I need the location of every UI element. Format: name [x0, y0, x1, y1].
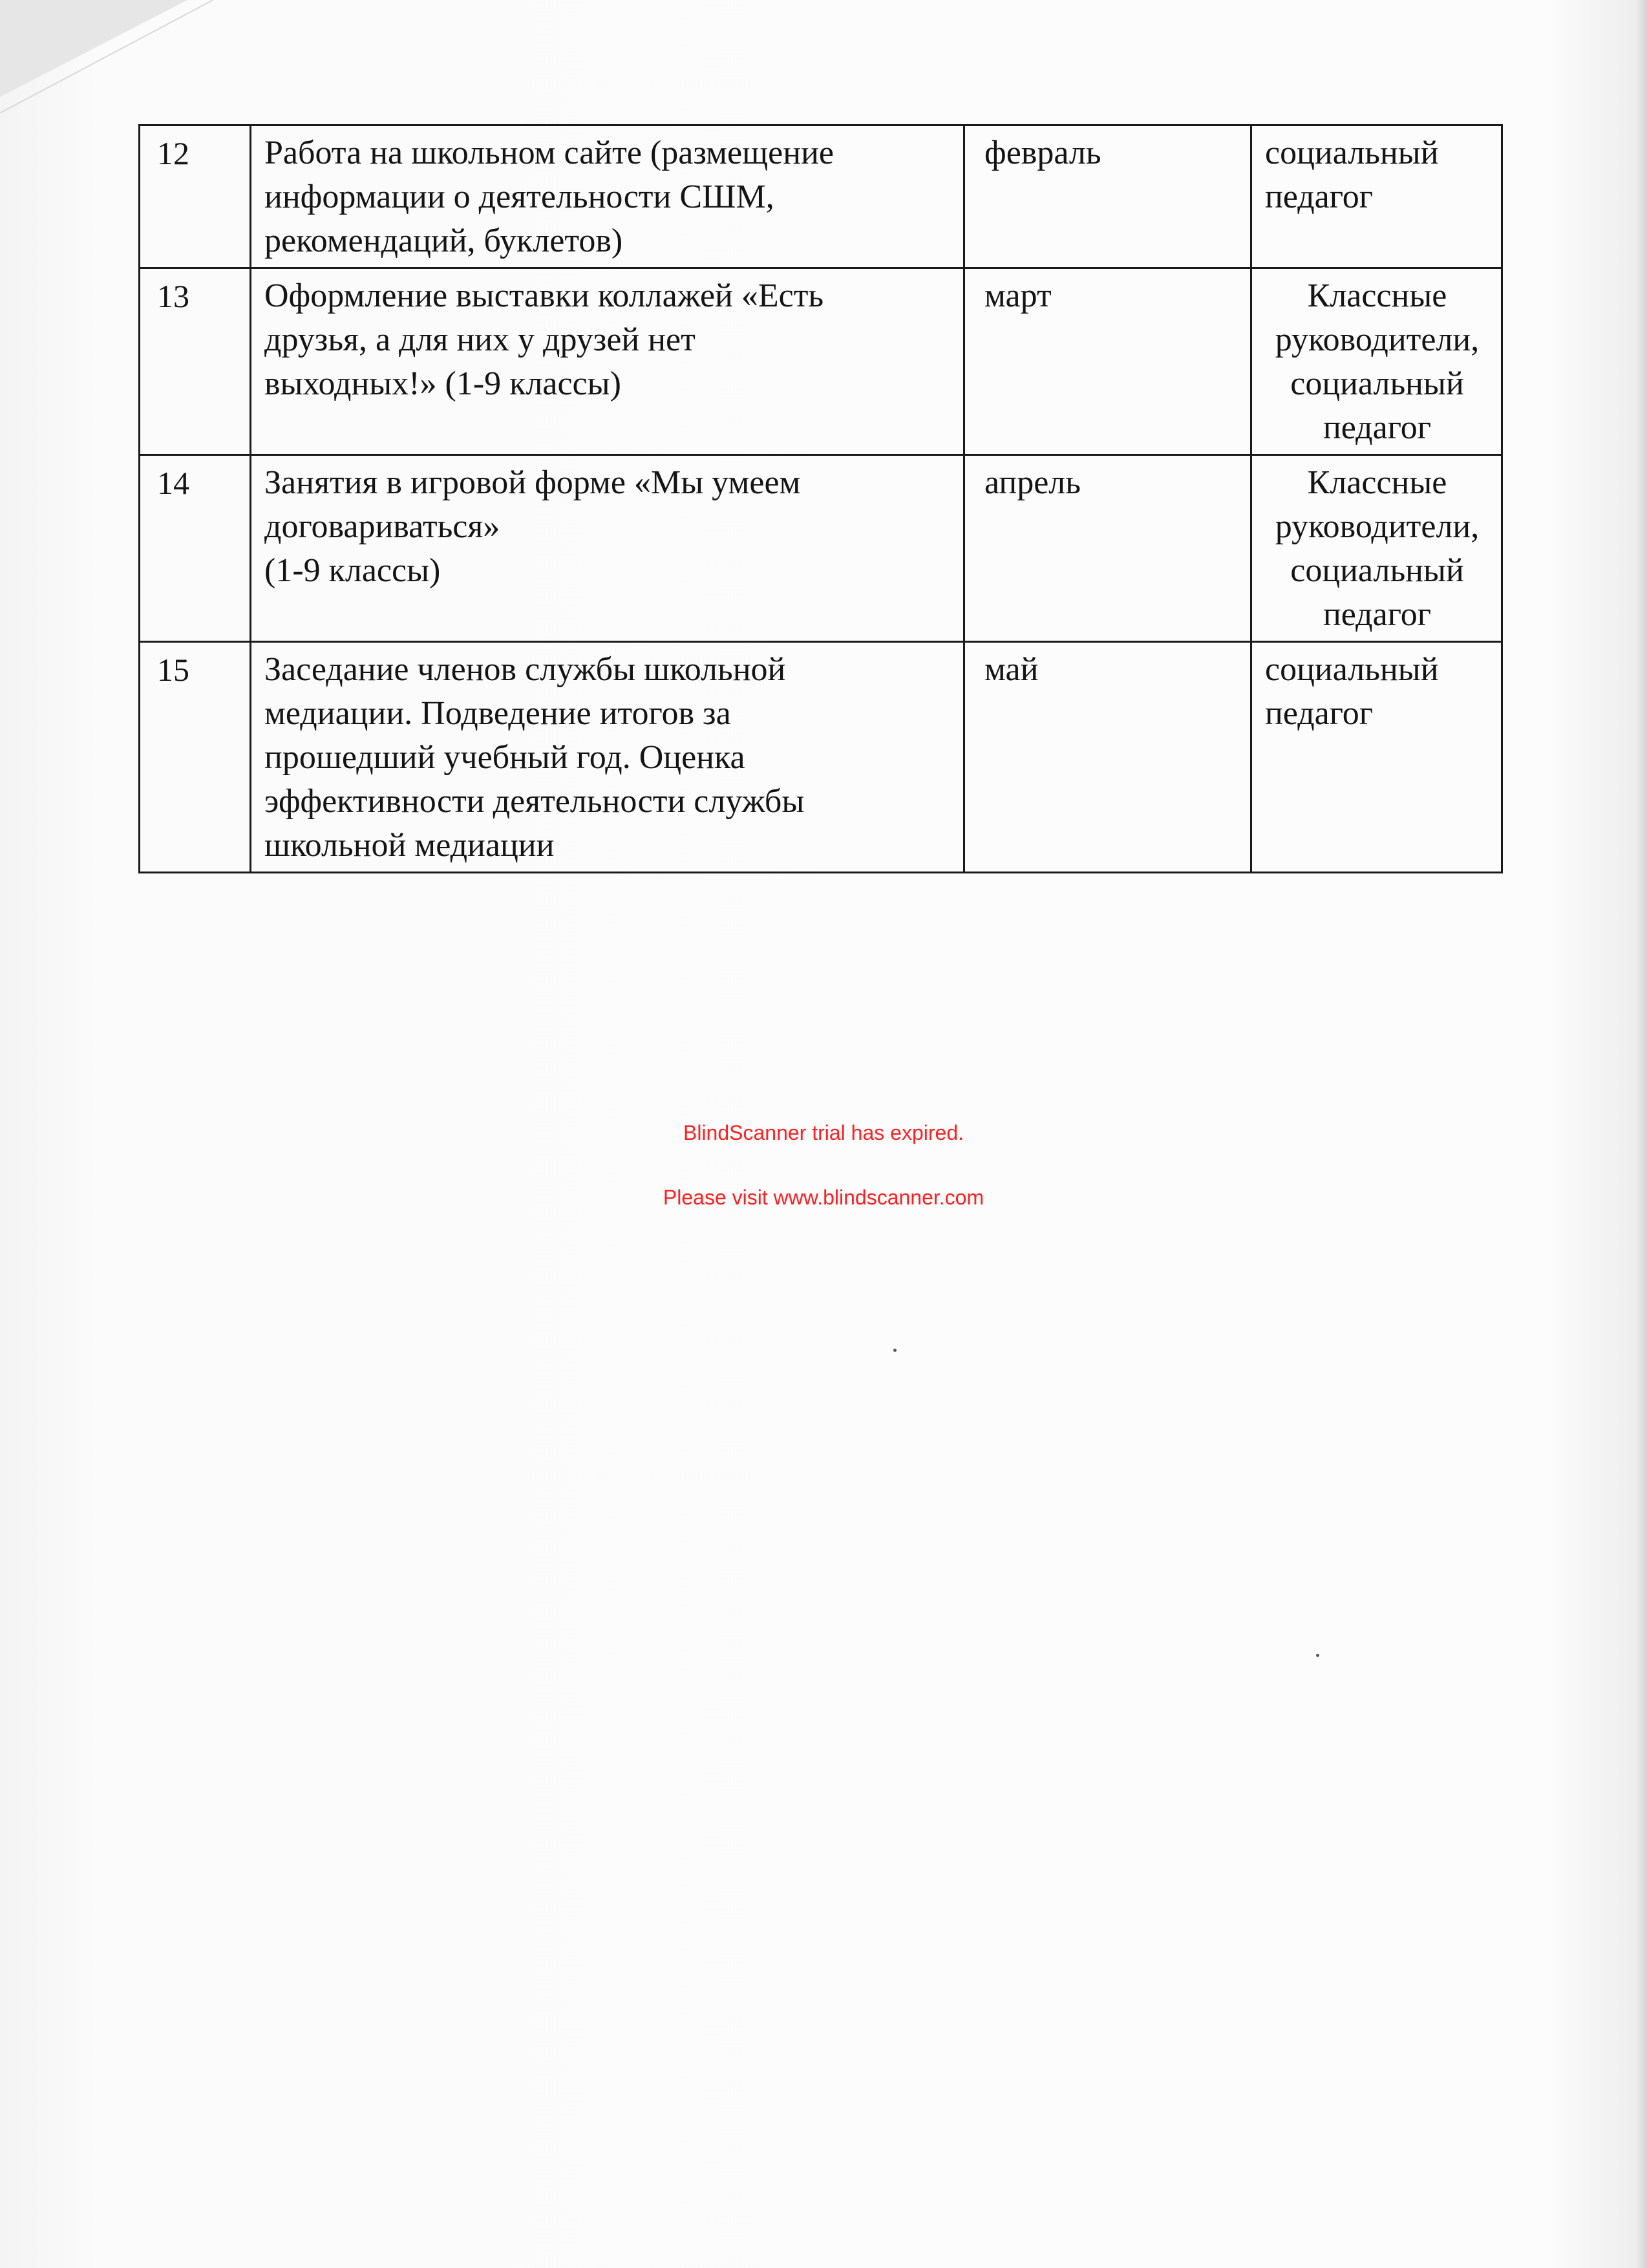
table-row: [140, 455, 1502, 642]
trial-watermark-line-2: Please visit www.blindscanner.com: [663, 1186, 984, 1209]
row-number: 14: [140, 455, 251, 642]
event-description: Работа на школьном сайте (размещение информации о деятельности СШМ, рекомендаций, буклетов): [251, 125, 964, 268]
row-number: 13: [140, 268, 251, 455]
event-date: март: [964, 268, 1251, 455]
activity-plan-table: [138, 124, 1503, 873]
table-row: [140, 268, 1502, 455]
event-description: Оформление выставки коллажей «Есть друзья, а для них у друзей нет выходных!» (1-9 классы): [251, 268, 964, 455]
responsible-person: социальный педагог: [1251, 642, 1502, 873]
scan-speck: [1316, 1654, 1319, 1657]
event-date: февраль: [964, 125, 1251, 268]
event-description: Заседание членов службы школьной медиации. Подведение итогов за прошедший учебный год. Оценка эффективности деятельности службы школьной медиации: [251, 642, 964, 873]
responsible-person: Классные руководители, социальный педагог: [1251, 268, 1502, 455]
event-description: Занятия в игровой форме «Мы умеем договариваться» (1-9 классы): [251, 455, 964, 642]
event-date: май: [964, 642, 1251, 873]
responsible-person: социальный педагог: [1251, 125, 1502, 268]
row-number: 12: [140, 125, 251, 268]
row-number: 15: [140, 642, 251, 873]
table-row: [140, 642, 1502, 873]
folded-corner-edge: [0, 0, 213, 113]
responsible-person: Классные руководители, социальный педагог: [1251, 455, 1502, 642]
table-row: [140, 125, 1502, 268]
event-date: апрель: [964, 455, 1251, 642]
scan-speck: [893, 1349, 897, 1352]
trial-watermark-line-1: BlindScanner trial has expired.: [683, 1121, 964, 1144]
